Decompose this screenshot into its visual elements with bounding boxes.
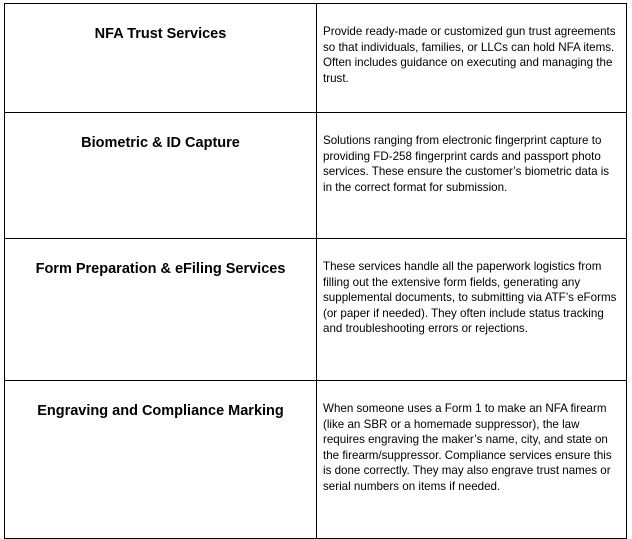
service-name: Form Preparation & eFiling Services (35, 261, 286, 277)
service-name: Engraving and Compliance Marking (37, 403, 284, 419)
service-name-cell (5, 381, 317, 539)
service-name: NFA Trust Services (94, 26, 227, 42)
service-name-cell (5, 113, 317, 239)
table-row (5, 381, 627, 539)
table-row (5, 113, 627, 239)
service-description-cell (317, 113, 627, 239)
service-description-cell (317, 4, 627, 113)
service-description-cell (317, 381, 627, 539)
service-description-cell (317, 239, 627, 381)
service-name-cell (5, 4, 317, 113)
service-description: When someone uses a Form 1 to make an NFA firearm (like an SBR or a homemade suppressor), the law requires engraving the maker’s name, city, and state on the firearm/suppressor. Compliance services ensure this is done correctly. They may also engrave trust names or serial numbers on items if needed. (323, 402, 612, 493)
services-table (4, 3, 627, 539)
table-row (5, 239, 627, 381)
service-name-cell (5, 239, 317, 381)
service-name: Biometric & ID Capture (81, 135, 240, 151)
service-description: Provide ready-made or customized gun trust agreements so that individuals, families, or LLCs can hold NFA items. Often includes guidance on executing and managing the trust. (323, 25, 616, 85)
service-description: These services handle all the paperwork logistics from filling out the extensive form fields, generating any supplemental documents, to submitting via ATF’s eForms (or paper if needed). They often include status tracking and troubleshooting errors or rejections. (323, 260, 617, 336)
table-row (5, 4, 627, 113)
service-description: Solutions ranging from electronic fingerprint capture to providing FD-258 fingerprint cards and passport photo services. These ensure the customer’s biometric data is in the correct format for submission. (323, 134, 610, 194)
